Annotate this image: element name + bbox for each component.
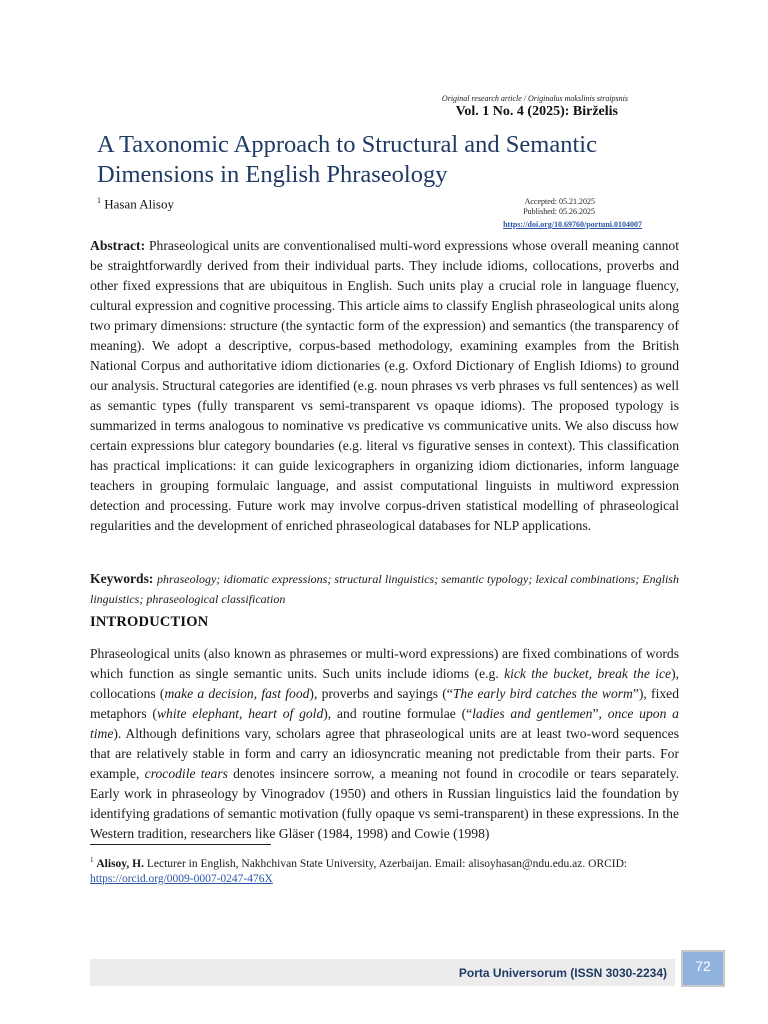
abstract-text: Phraseological units are conventionalised multi-word expressions whose overall meaning cannot be straightforwardly derived from their individual parts. They include idioms, collocations, proverbs and other fixed expressions that are ubiquitous in English. Such units play a crucial role in language fluency, cultural expression and cognitive processing. This article aims to classify English phraseological units along two primary dimensions: structure (the syntactic form of the expression) and semantics (the transparency of meaning). We adopt a descriptive, corpus-based methodology, examining examples from the British National Corpus and authoritative idiom dictionaries (e.g. Oxford Dictionary of English Idioms) to ground our analysis. Structural categories are identified (e.g. noun phrases vs verb phrases vs full sentences) as well as semantic types (fully transparent vs semi-transparent vs opaque idioms). The proposed typology is summarized in terms analogous to nominative vs predicative vs communicative units. We also discuss how certain expressions blur category boundaries (e.g. literal vs figurative senses in context). This classification has practical implications: it can guide lexicographers in organizing idiom dictionaries, inform language teachers in grouping formulaic language, and assist computational linguists in multiword expression detection and processing. Future work may involve corpus-driven statistical modelling of phraseological regularities and the development of enriched phraseological databases for NLP applications. [90,238,679,533]
author-name: Hasan Alisoy [104,196,174,212]
example-collocation: make a decision [164,686,254,701]
intro-text: , [588,666,598,681]
accepted-date: Accepted: 05.21.2025 [524,197,595,206]
example-proverb: The early bird catches the worm [452,686,633,701]
keywords-label: Keywords: [90,571,154,586]
abstract-label: Abstract: [90,238,146,253]
footnote-divider [90,844,271,845]
intro-text: ), proverbs and sayings (“ [309,686,453,701]
page-number: 72 [695,958,711,974]
author-footnote-marker: 1 [97,196,101,205]
section-heading-introduction: INTRODUCTION [90,614,209,630]
article-type-label: Original research article / Originalus mokslinis straipsnis [441,94,628,103]
intro-text: ). Although definitions vary, scholars agree that phraseological units are at least two-word sequences that are relatively stable in form and carry an idiosyncratic meaning not predictable from their parts. For example, [90,726,679,781]
example-collocation: fast food [261,686,310,701]
intro-text: ”), fixed metaphors ( [90,686,679,721]
doi-link[interactable]: https://doi.org/10.69760/portuni.0104007 [503,220,642,229]
example-idiom: crocodile tears [144,766,228,781]
intro-text: , [253,686,262,701]
keywords-paragraph [90,569,679,609]
example-metaphor: heart of gold [248,706,324,721]
footnote [90,853,680,887]
intro-text: ), collocations ( [90,666,679,701]
intro-text: Phraseological units (also known as phrasemes or multi-word expressions) are fixed combinations of words which function as single semantic units. Such units include idioms (e.g. [90,646,679,681]
article-title: A Taxonomic Approach to Structural and Semantic Dimensions in English Phraseology [97,131,597,188]
intro-text: ”, [592,706,608,721]
intro-text: , [239,706,249,721]
article-dates [440,197,595,217]
footnote-marker: 1 [90,856,94,864]
volume-issue: Vol. 1 No. 4 (2025): Birželis [455,104,618,119]
example-idiom: break the ice [597,666,672,681]
introduction-paragraph [90,644,679,844]
footnote-text: Lecturer in English, Nakhchivan State University, Azerbaijan. Email: alisoyhasan@ndu.edu.az. ORCID: [143,857,628,870]
keywords-list: phraseology; idiomatic expressions; structural linguistics; semantic typology; lexical combinations; English linguistics; phraseological classification [90,572,679,606]
orcid-link[interactable]: https://orcid.org/0009-0007-0247-476X [90,872,273,885]
author-line [97,196,174,212]
journal-name: Porta Universorum (ISSN 3030-2234) [458,966,667,980]
example-idiom: kick the bucket [504,666,589,681]
published-date: Published: 05.26.2025 [523,207,595,216]
intro-text: ), and routine formulae (“ [323,706,473,721]
example-metaphor: white elephant [156,706,240,721]
footnote-author: Alisoy, H. [96,857,144,870]
example-formula: once upon a time [90,706,679,741]
intro-text: denotes insincere sorrow, a meaning not found in crocodile or tears separately. Early work in phraseology by Vinogradov (1950) and others in Russian linguistics laid the foundation by identifying gradations of semantic motivation (fully opaque vs semi-transparent) in these expressions. In the Western tradition, researchers like Gläser (1984, 1998) and Cowie (1998) [90,766,680,841]
example-formula: ladies and gentlemen [472,706,593,721]
abstract-paragraph [90,236,679,536]
